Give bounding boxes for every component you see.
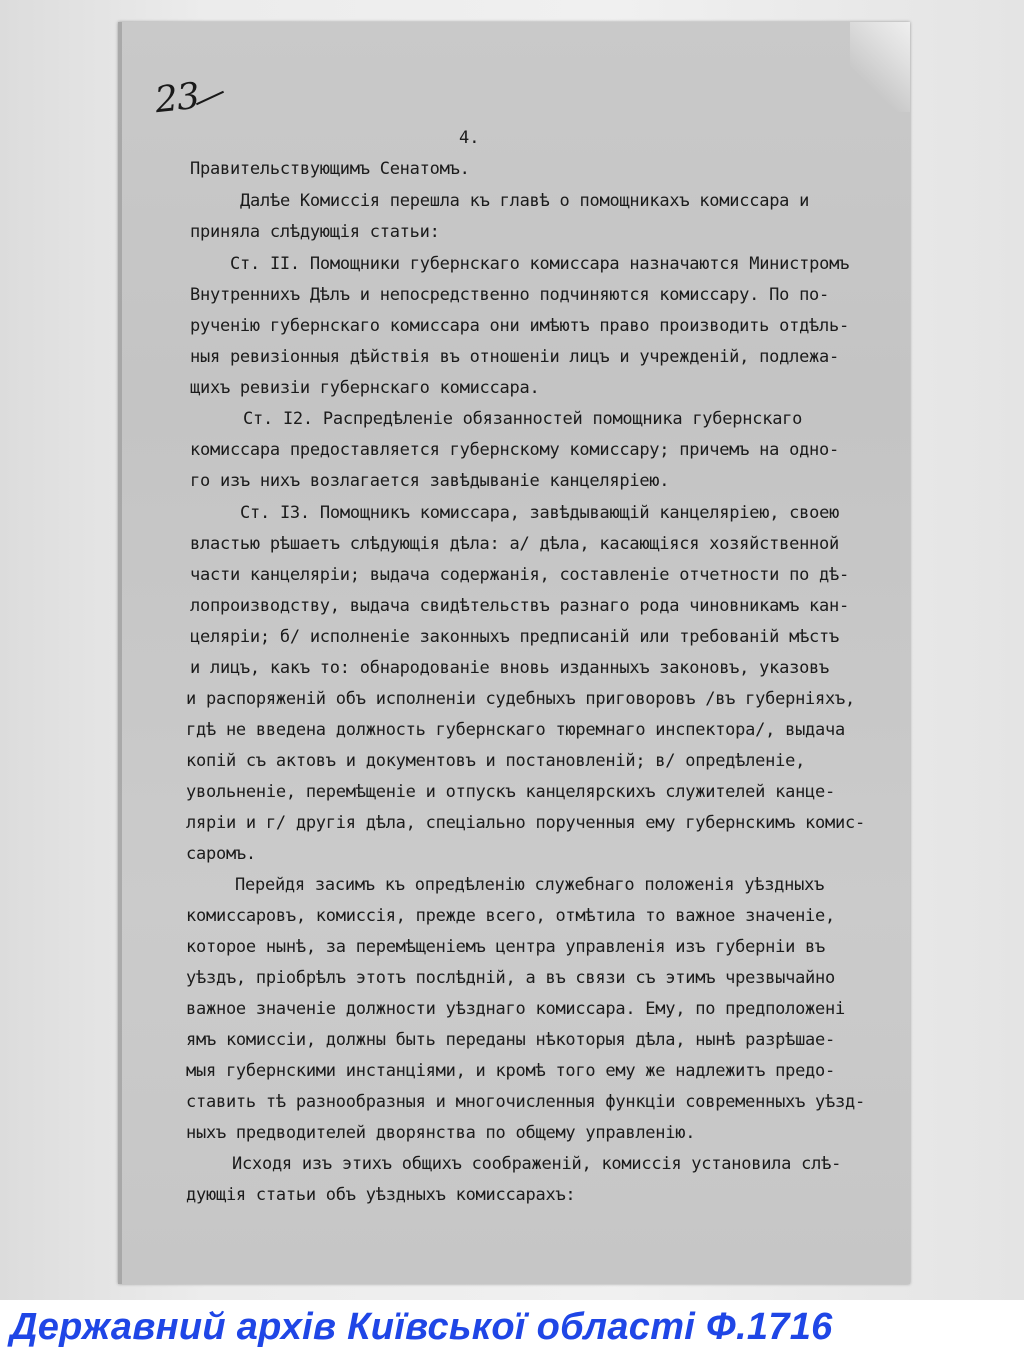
text-line: щихъ ревизіи губернскаго комиссара. bbox=[190, 378, 540, 398]
text-line: уѣздъ, пріобрѣлъ этотъ послѣдній, а въ связи съ этимъ чрезвычайно bbox=[186, 968, 836, 988]
text-line: приняла слѣдующія статьи: bbox=[190, 222, 440, 242]
text-line: Ст. I3. Помощникъ комиссара, завѣдывающій канцеляріею, своею bbox=[240, 503, 840, 523]
text-line: Правительствующимъ Сенатомъ. bbox=[190, 159, 470, 179]
text-line: целяріи; б/ исполненіе законныхъ предписаній или требованій мѣстъ bbox=[190, 627, 840, 647]
text-line: гдѣ не введена должность губернскаго тюремнаго инспектора/, выдача bbox=[186, 720, 846, 740]
archive-caption: Державний архів Київської області Ф.1716 bbox=[10, 1306, 833, 1348]
text-line: и распоряженій объ исполненіи судебныхъ приговоровъ /въ губерніяхъ, bbox=[186, 689, 855, 709]
text-line: саромъ. bbox=[186, 844, 256, 864]
text-line: важное значеніе должности уѣзднаго комиссара. Ему, по предположені bbox=[186, 999, 846, 1019]
text-line: дующія статьи объ уѣздныхъ комиссарахъ: bbox=[186, 1185, 576, 1205]
text-line: властью рѣшаетъ слѣдующія дѣла: а/ дѣла, касающіяся хозяйственной bbox=[190, 534, 840, 554]
text-line: Внутреннихъ Дѣлъ и непосредственно подчиняются комиссару. По по- bbox=[190, 285, 830, 305]
text-line: ныхъ предводителей дворянства по общему управленію. bbox=[186, 1123, 696, 1143]
text-line: Ст. II. Помощники губернскаго комиссара назначаются Министромъ bbox=[230, 254, 850, 274]
text-line: копій съ актовъ и документовъ и постановленій; в/ опредѣленіе, bbox=[186, 751, 806, 771]
text-line: ныя ревизіонныя дѣйствія въ отношеніи лицъ и учрежденій, подлежа- bbox=[190, 347, 840, 367]
text-line: Далѣе Комиссія перешла къ главѣ о помощникахъ комиссара и bbox=[240, 191, 810, 211]
text-line: мыя губернскими инстанціями, и кромѣ того ему же надлежитъ предо- bbox=[186, 1061, 836, 1081]
text-line: комиссаровъ, комиссія, прежде всего, отмѣтила то важное значеніе, bbox=[186, 906, 836, 926]
text-line: лопроизводству, выдача свидѣтельствъ разнаго рода чиновникамъ кан- bbox=[190, 596, 850, 616]
text-line: рученію губернскаго комиссара они имѣютъ право производить отдѣль- bbox=[190, 316, 850, 336]
text-line: которое нынѣ, за перемѣщеніемъ центра управленія изъ губерніи въ bbox=[186, 937, 826, 957]
sheet-edge bbox=[118, 22, 122, 1284]
text-line: комиссара предоставляется губернскому комиссару; причемъ на одно- bbox=[190, 440, 840, 460]
text-line: Ст. I2. Распредѣленіе обязанностей помощника губернскаго bbox=[243, 409, 803, 429]
text-line: ляріи и г/ другія дѣла, спеціально порученныя ему губернскимъ комис- bbox=[186, 813, 865, 833]
text-line: части канцеляріи; выдача содержанія, составленіе отчетности по дѣ- bbox=[190, 565, 850, 585]
text-line: го изъ нихъ возлагается завѣдываніе канцеляріею. bbox=[190, 471, 670, 491]
text-line: увольненіе, перемѣщеніе и отпускъ канцелярскихъ служителей канце- bbox=[186, 782, 836, 802]
text-line: и лицъ, какъ то: обнародованіе вновь изданныхъ законовъ, указовъ bbox=[190, 658, 830, 678]
text-line: ямъ комиссіи, должны быть переданы нѣкоторыя дѣла, нынѣ разрѣшае- bbox=[186, 1030, 836, 1050]
handwritten-archive-number: 23 bbox=[152, 75, 201, 122]
page-number: 4. bbox=[459, 128, 480, 148]
text-line: Перейдя засимъ къ опредѣленію служебнаго положенія уѣздныхъ bbox=[235, 875, 825, 895]
text-line: ставить тѣ разнообразныя и многочисленныя функціи современныхъ уѣзд- bbox=[186, 1092, 865, 1112]
text-line: Исходя изъ этихъ общихъ соображеній, комиссія установила слѣ- bbox=[232, 1154, 842, 1174]
